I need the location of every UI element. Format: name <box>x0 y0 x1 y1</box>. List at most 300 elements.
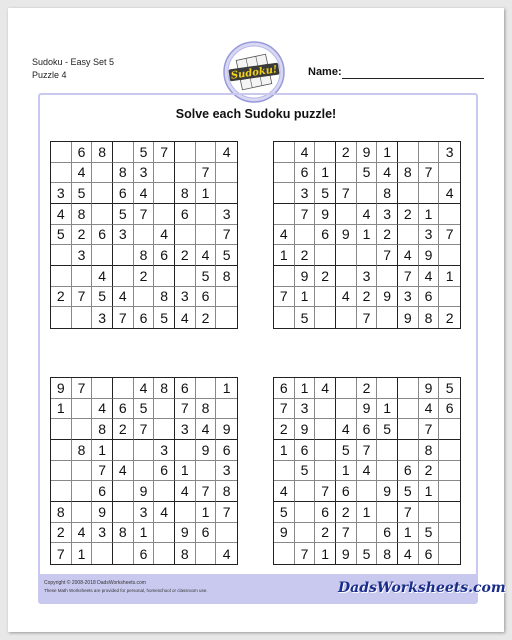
sudoku-cell: 4 <box>72 523 93 544</box>
sudoku-cell[interactable] <box>419 183 440 204</box>
logo-text: Sudoku! <box>230 64 279 82</box>
sudoku-cell: 7 <box>216 225 237 246</box>
sudoku-cell: 4 <box>357 461 378 482</box>
sudoku-cell[interactable] <box>175 502 196 523</box>
sudoku-cell: 6 <box>357 419 378 440</box>
sudoku-cell[interactable] <box>377 440 398 461</box>
sudoku-cell: 1 <box>196 502 217 523</box>
sudoku-cell[interactable] <box>113 502 134 523</box>
sudoku-cell: 6 <box>72 142 93 163</box>
sudoku-cell[interactable] <box>92 543 113 564</box>
sudoku-cell: 4 <box>274 225 295 246</box>
sudoku-cell: 5 <box>439 378 460 399</box>
sudoku-cell: 4 <box>196 419 217 440</box>
sudoku-cell[interactable] <box>113 245 134 266</box>
sudoku-cell: 4 <box>216 142 237 163</box>
puzzle-number: Puzzle 4 <box>32 70 67 80</box>
sudoku-cell: 5 <box>113 204 134 225</box>
sudoku-cell[interactable] <box>196 225 217 246</box>
sudoku-cell: 8 <box>175 543 196 564</box>
sudoku-cell: 7 <box>134 204 155 225</box>
sudoku-cell: 7 <box>274 399 295 420</box>
sudoku-cell: 7 <box>315 481 336 502</box>
sudoku-cell[interactable] <box>175 440 196 461</box>
sudoku-cell: 1 <box>377 399 398 420</box>
sudoku-cell: 4 <box>336 287 357 308</box>
sudoku-cell[interactable] <box>274 142 295 163</box>
sudoku-cell: 4 <box>419 266 440 287</box>
sudoku-cell: 5 <box>72 183 93 204</box>
sudoku-cell: 2 <box>274 419 295 440</box>
sudoku-cell[interactable] <box>315 287 336 308</box>
sudoku-cell[interactable] <box>92 204 113 225</box>
sudoku-cell[interactable] <box>377 502 398 523</box>
sudoku-cell: 6 <box>92 481 113 502</box>
sudoku-cell: 9 <box>51 378 72 399</box>
sudoku-cell: 8 <box>92 142 113 163</box>
sudoku-cell[interactable] <box>175 225 196 246</box>
sudoku-cell[interactable] <box>175 266 196 287</box>
sudoku-cell[interactable] <box>274 543 295 564</box>
sudoku-cell[interactable] <box>72 461 93 482</box>
sudoku-cell: 7 <box>295 543 316 564</box>
sudoku-cell: 8 <box>377 183 398 204</box>
sudoku-cell[interactable] <box>274 204 295 225</box>
sudoku-cell: 7 <box>357 440 378 461</box>
sudoku-cell: 2 <box>377 225 398 246</box>
sudoku-cell[interactable] <box>336 378 357 399</box>
sudoku-cell: 9 <box>92 502 113 523</box>
sudoku-cell[interactable] <box>377 307 398 328</box>
sudoku-cell[interactable] <box>196 378 217 399</box>
sudoku-cell: 4 <box>51 204 72 225</box>
sudoku-cell: 6 <box>175 378 196 399</box>
sudoku-cell[interactable] <box>175 163 196 184</box>
worksheet-title: Sudoku - Easy Set 5 <box>32 57 115 67</box>
sudoku-cell: 1 <box>196 183 217 204</box>
sudoku-cell[interactable] <box>274 183 295 204</box>
sudoku-cell: 1 <box>336 461 357 482</box>
sudoku-cell: 2 <box>295 245 316 266</box>
sudoku-cell: 4 <box>113 287 134 308</box>
sudoku-cell: 7 <box>274 287 295 308</box>
sudoku-cell: 6 <box>196 287 217 308</box>
sudoku-cell[interactable] <box>274 266 295 287</box>
sudoku-cell[interactable] <box>336 307 357 328</box>
sudoku-grid-4 <box>273 377 461 565</box>
sudoku-cell: 3 <box>113 225 134 246</box>
sudoku-cell: 1 <box>419 204 440 225</box>
sudoku-cell: 8 <box>377 543 398 564</box>
sudoku-cell[interactable] <box>72 419 93 440</box>
sudoku-cell[interactable] <box>295 225 316 246</box>
sudoku-cell: 7 <box>216 502 237 523</box>
sudoku-cell: 9 <box>315 204 336 225</box>
sudoku-cell: 8 <box>51 502 72 523</box>
sudoku-cell: 4 <box>175 481 196 502</box>
sudoku-cell[interactable] <box>154 481 175 502</box>
brand-logo: DadsWorksheets.com <box>338 580 506 596</box>
copyright-text: Copyright © 2008-2018 DadsWorksheets.com <box>44 580 146 586</box>
sudoku-cell: 5 <box>315 183 336 204</box>
sudoku-cell: 9 <box>295 419 316 440</box>
sudoku-cell: 9 <box>398 307 419 328</box>
sudoku-cell[interactable] <box>72 399 93 420</box>
sudoku-cell[interactable] <box>357 183 378 204</box>
sudoku-cell: 3 <box>134 163 155 184</box>
sudoku-cell: 9 <box>336 543 357 564</box>
sudoku-cell: 4 <box>134 378 155 399</box>
sudoku-cell: 7 <box>336 183 357 204</box>
sudoku-cell: 7 <box>398 502 419 523</box>
sudoku-cell: 2 <box>315 523 336 544</box>
sudoku-cell: 8 <box>113 523 134 544</box>
sudoku-cell: 8 <box>72 440 93 461</box>
sudoku-cell: 6 <box>216 440 237 461</box>
sudoku-cell[interactable] <box>274 461 295 482</box>
sudoku-cell[interactable] <box>154 419 175 440</box>
sudoku-cell[interactable] <box>154 183 175 204</box>
sudoku-cell[interactable] <box>92 245 113 266</box>
sudoku-cell: 1 <box>51 399 72 420</box>
sudoku-cell: 9 <box>134 481 155 502</box>
sudoku-cell[interactable] <box>113 266 134 287</box>
sudoku-cell[interactable] <box>336 399 357 420</box>
sudoku-cell[interactable] <box>72 307 93 328</box>
sudoku-cell: 2 <box>51 287 72 308</box>
sudoku-cell: 5 <box>196 266 217 287</box>
sudoku-cell: 4 <box>154 225 175 246</box>
sudoku-cell[interactable] <box>439 204 460 225</box>
sudoku-cell: 3 <box>72 245 93 266</box>
sudoku-cell: 7 <box>419 419 440 440</box>
sudoku-cell: 6 <box>274 378 295 399</box>
sudoku-cell[interactable] <box>377 266 398 287</box>
sudoku-cell: 7 <box>419 163 440 184</box>
sudoku-cell: 4 <box>175 307 196 328</box>
sudoku-cell[interactable] <box>216 399 237 420</box>
sudoku-cell[interactable] <box>196 543 217 564</box>
sudoku-cell: 1 <box>315 163 336 184</box>
sudoku-cell: 1 <box>92 440 113 461</box>
sudoku-cell: 9 <box>175 523 196 544</box>
sudoku-cell: 4 <box>92 266 113 287</box>
sudoku-cell: 4 <box>72 163 93 184</box>
sudoku-cell: 7 <box>154 142 175 163</box>
sudoku-cell[interactable] <box>134 225 155 246</box>
sudoku-cell[interactable] <box>274 307 295 328</box>
sudoku-cell: 9 <box>377 481 398 502</box>
sudoku-cell: 1 <box>377 142 398 163</box>
sudoku-cell[interactable] <box>336 245 357 266</box>
sudoku-cell: 4 <box>222 545 231 562</box>
sudoku-cell[interactable] <box>357 523 378 544</box>
sudoku-cell: 6 <box>315 225 336 246</box>
sudoku-cell[interactable] <box>315 440 336 461</box>
sudoku-cell[interactable] <box>315 461 336 482</box>
sudoku-cell: 3 <box>295 183 316 204</box>
sudoku-cell[interactable] <box>51 419 72 440</box>
sudoku-cell: 6 <box>377 523 398 544</box>
sudoku-cell[interactable] <box>92 163 113 184</box>
sudoku-cell: 6 <box>315 502 336 523</box>
sudoku-grid-3 <box>50 377 238 565</box>
sudoku-cell: 2 <box>445 309 454 326</box>
sudoku-cell[interactable] <box>439 440 460 461</box>
sudoku-cell[interactable] <box>274 163 295 184</box>
sudoku-cell[interactable] <box>113 378 134 399</box>
sudoku-cell[interactable] <box>315 245 336 266</box>
sudoku-cell: 6 <box>92 225 113 246</box>
sudoku-cell[interactable] <box>51 245 72 266</box>
sudoku-cell: 1 <box>175 461 196 482</box>
sudoku-cell[interactable] <box>113 481 134 502</box>
sudoku-cell[interactable] <box>154 399 175 420</box>
sudoku-cell: 8 <box>175 183 196 204</box>
sudoku-cell[interactable] <box>398 440 419 461</box>
sudoku-cell: 9 <box>295 266 316 287</box>
sudoku-cell: 4 <box>154 502 175 523</box>
sudoku-cell: 4 <box>439 183 460 204</box>
sudoku-cell: 4 <box>134 183 155 204</box>
sudoku-cell: 2 <box>357 287 378 308</box>
sudoku-cell[interactable] <box>295 502 316 523</box>
sudoku-cell[interactable] <box>439 543 460 564</box>
sudoku-cell: 7 <box>113 307 134 328</box>
sudoku-cell[interactable] <box>196 461 217 482</box>
sudoku-cell[interactable] <box>315 419 336 440</box>
sudoku-cell[interactable] <box>439 481 460 502</box>
sudoku-cell: 5 <box>398 481 419 502</box>
sudoku-cell: 6 <box>336 481 357 502</box>
sudoku-cell[interactable] <box>439 245 460 266</box>
sudoku-cell[interactable] <box>51 461 72 482</box>
sudoku-cell[interactable] <box>113 142 134 163</box>
sudoku-cell[interactable] <box>439 287 460 308</box>
sudoku-cell: 3 <box>398 287 419 308</box>
sudoku-cell[interactable] <box>134 440 155 461</box>
sudoku-cell: 7 <box>357 307 378 328</box>
sudoku-cell: 8 <box>419 307 440 328</box>
sudoku-cell: 8 <box>398 163 419 184</box>
sudoku-cell[interactable] <box>315 399 336 420</box>
sudoku-cell[interactable] <box>336 163 357 184</box>
sudoku-cell[interactable] <box>377 378 398 399</box>
sudoku-cell[interactable] <box>51 481 72 502</box>
sudoku-cell: 4 <box>315 378 336 399</box>
name-field[interactable] <box>342 78 484 79</box>
sudoku-cell: 7 <box>51 543 72 564</box>
sudoku-cell: 3 <box>295 399 316 420</box>
sudoku-cell: 7 <box>175 399 196 420</box>
sudoku-cell[interactable] <box>196 204 217 225</box>
sudoku-cell: 2 <box>196 307 217 328</box>
sudoku-cell: 7 <box>398 266 419 287</box>
sudoku-cell: 1 <box>357 225 378 246</box>
sudoku-cell[interactable] <box>295 523 316 544</box>
sudoku-cell: 3 <box>419 225 440 246</box>
sudoku-cell: 1 <box>439 266 460 287</box>
sudoku-cell: 9 <box>419 378 440 399</box>
sudoku-cell[interactable] <box>154 163 175 184</box>
sudoku-cell: 6 <box>439 399 460 420</box>
sudoku-cell: 7 <box>377 245 398 266</box>
sudoku-cell: 1 <box>419 481 440 502</box>
sudoku-cell: 4 <box>377 163 398 184</box>
sudoku-cell[interactable] <box>336 204 357 225</box>
sudoku-cell: 8 <box>216 481 237 502</box>
sudoku-cell: 6 <box>419 287 440 308</box>
sudoku-cell[interactable] <box>398 399 419 420</box>
sudoku-cell: 5 <box>274 502 295 523</box>
sudoku-cell: 3 <box>216 461 237 482</box>
sudoku-cell[interactable] <box>196 142 217 163</box>
disclaimer-text: These Math Worksheets are provided for personal, homeschool or classroom use. <box>44 588 208 593</box>
sudoku-cell: 6 <box>398 461 419 482</box>
sudoku-cell[interactable] <box>113 440 134 461</box>
sudoku-cell: 3 <box>175 287 196 308</box>
sudoku-cell: 8 <box>216 266 237 287</box>
sudoku-cell: 1 <box>295 287 316 308</box>
sudoku-cell[interactable] <box>72 502 93 523</box>
sudoku-cell: 7 <box>72 287 93 308</box>
sudoku-cell[interactable] <box>439 502 460 523</box>
sudoku-cell: 5 <box>377 419 398 440</box>
sudoku-cell[interactable] <box>216 523 237 544</box>
sudoku-cell: 9 <box>419 245 440 266</box>
sudoku-cell[interactable] <box>216 183 237 204</box>
sudoku-cell[interactable] <box>377 461 398 482</box>
sudoku-cell[interactable] <box>315 307 336 328</box>
sudoku-cell[interactable] <box>51 266 72 287</box>
sudoku-cell: 6 <box>154 245 175 266</box>
sudoku-cell: 5 <box>154 307 175 328</box>
sudoku-cell[interactable] <box>154 543 175 564</box>
sudoku-cell: 2 <box>398 204 419 225</box>
sudoku-cell: 1 <box>72 543 93 564</box>
sudoku-cell: 3 <box>357 266 378 287</box>
sudoku-cell: 3 <box>154 440 175 461</box>
sudoku-cell[interactable] <box>398 419 419 440</box>
sudoku-cell: 2 <box>134 266 155 287</box>
sudoku-cell[interactable] <box>439 419 460 440</box>
sudoku-cell: 8 <box>196 399 217 420</box>
sudoku-cell: 5 <box>419 523 440 544</box>
sudoku-cell: 9 <box>216 419 237 440</box>
sudoku-cell[interactable] <box>398 142 419 163</box>
sudoku-cell: 7 <box>336 523 357 544</box>
sudoku-cell: 7 <box>92 461 113 482</box>
sudoku-cell[interactable] <box>419 502 440 523</box>
sudoku-cell: 2 <box>51 523 72 544</box>
sudoku-cell: 3 <box>134 502 155 523</box>
sudoku-cell[interactable] <box>357 481 378 502</box>
sudoku-cell: 8 <box>72 204 93 225</box>
sudoku-cell: 6 <box>196 523 217 544</box>
sudoku-cell[interactable] <box>72 266 93 287</box>
sudoku-cell: 3 <box>377 204 398 225</box>
sudoku-cell: 9 <box>336 225 357 246</box>
sudoku-cell: 7 <box>295 204 316 225</box>
sudoku-cell: 5 <box>295 461 316 482</box>
sudoku-cell: 5 <box>216 245 237 266</box>
sudoku-cell[interactable] <box>419 142 440 163</box>
sudoku-cell[interactable] <box>315 142 336 163</box>
sudoku-cell: 8 <box>419 440 440 461</box>
sudoku-cell[interactable] <box>51 142 72 163</box>
sudoku-cell[interactable] <box>439 523 460 544</box>
sudoku-cell: 9 <box>357 399 378 420</box>
sudoku-cell[interactable] <box>134 461 155 482</box>
sudoku-cell: 9 <box>357 142 378 163</box>
instructions: Solve each Sudoku puzzle! <box>175 107 337 121</box>
sudoku-cell: 2 <box>336 502 357 523</box>
sudoku-cell: 3 <box>216 204 237 225</box>
name-label: Name: <box>308 66 342 78</box>
sudoku-cell[interactable] <box>154 204 175 225</box>
sudoku-cell[interactable] <box>154 266 175 287</box>
sudoku-cell: 6 <box>134 307 155 328</box>
sudoku-cell: 6 <box>154 461 175 482</box>
sudoku-cell[interactable] <box>398 183 419 204</box>
sudoku-cell: 9 <box>274 523 295 544</box>
sudoku-cell[interactable] <box>51 163 72 184</box>
sudoku-cell[interactable] <box>134 287 155 308</box>
sudoku-cell: 4 <box>92 399 113 420</box>
sudoku-cell[interactable] <box>336 266 357 287</box>
sudoku-grid-2 <box>273 141 461 329</box>
sudoku-cell[interactable] <box>92 183 113 204</box>
sudoku-cell[interactable] <box>51 440 72 461</box>
sudoku-cell: 2 <box>72 225 93 246</box>
sudoku-cell: 4 <box>419 399 440 420</box>
sudoku-cell: 6 <box>419 543 440 564</box>
sudoku-cell[interactable] <box>113 543 134 564</box>
sudoku-cell[interactable] <box>175 142 196 163</box>
sudoku-cell: 7 <box>196 163 217 184</box>
sudoku-cell[interactable] <box>439 163 460 184</box>
sudoku-cell: 1 <box>274 245 295 266</box>
sudoku-cell[interactable] <box>154 523 175 544</box>
sudoku-cell[interactable] <box>439 461 460 482</box>
sudoku-cell: 8 <box>134 245 155 266</box>
sudoku-cell: 2 <box>419 461 440 482</box>
sudoku-cell[interactable] <box>216 287 237 308</box>
sudoku-cell[interactable] <box>72 481 93 502</box>
sudoku-cell[interactable] <box>357 245 378 266</box>
sudoku-cell: 1 <box>357 502 378 523</box>
sudoku-cell[interactable] <box>51 307 72 328</box>
sudoku-cell[interactable] <box>216 307 237 328</box>
sudoku-cell: 5 <box>336 440 357 461</box>
sudoku-cell: 2 <box>315 266 336 287</box>
sudoku-cell[interactable] <box>92 378 113 399</box>
sudoku-cell: 3 <box>92 523 113 544</box>
sudoku-cell: 1 <box>274 440 295 461</box>
sudoku-cell: 6 <box>295 163 316 184</box>
sudoku-cell[interactable] <box>398 225 419 246</box>
sudoku-cell: 6 <box>113 183 134 204</box>
sudoku-cell[interactable] <box>216 163 237 184</box>
sudoku-cell: 7 <box>72 378 93 399</box>
sudoku-cell: 5 <box>357 543 378 564</box>
sudoku-cell[interactable] <box>295 481 316 502</box>
sudoku-cell: 3 <box>439 142 460 163</box>
sudoku-cell: 4 <box>196 245 217 266</box>
sudoku-cell: 5 <box>357 163 378 184</box>
sudoku-cell: 8 <box>92 419 113 440</box>
sudoku-cell[interactable] <box>398 378 419 399</box>
